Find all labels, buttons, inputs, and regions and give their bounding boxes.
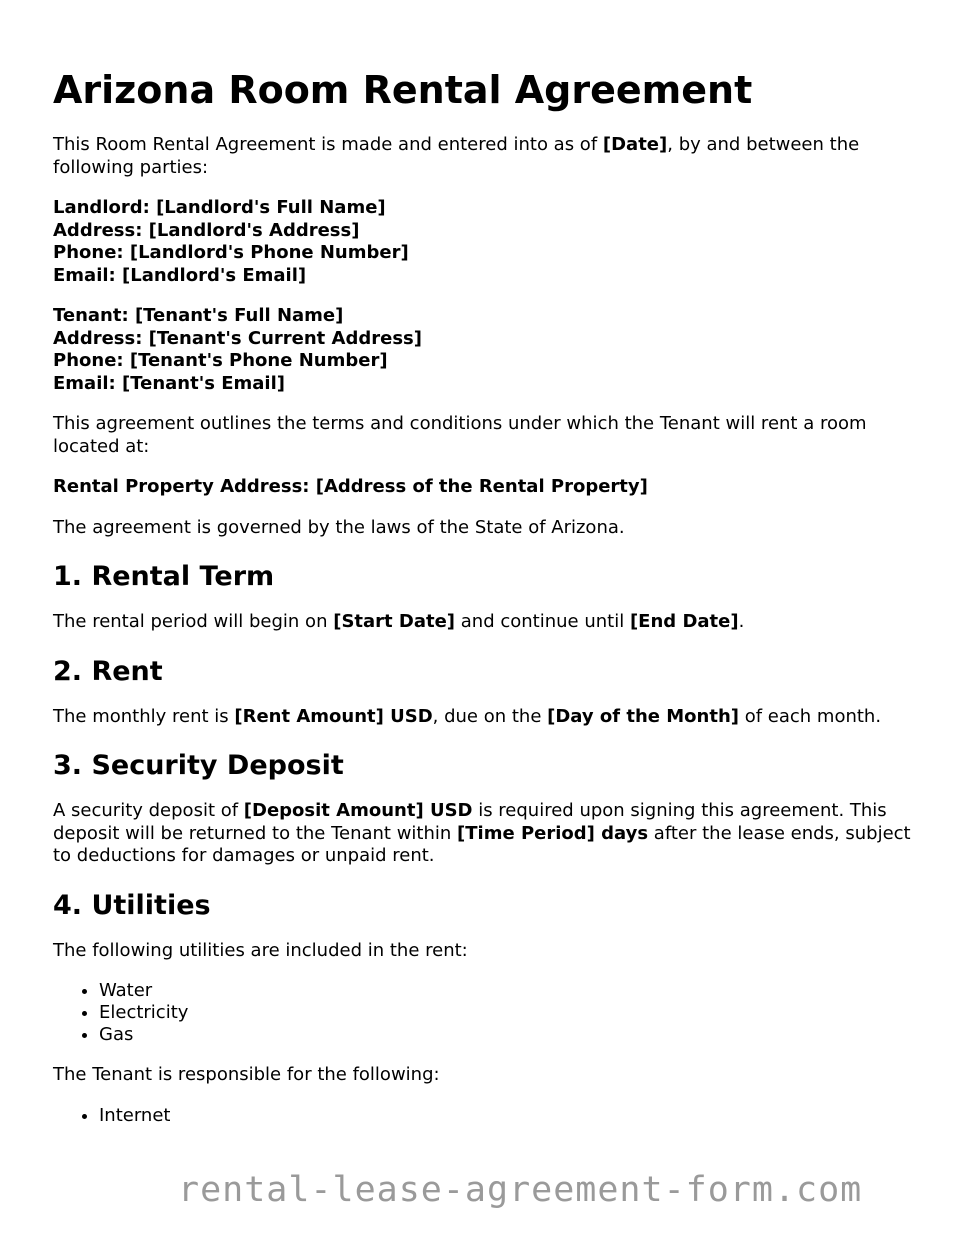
property-address: Rental Property Address: [Address of the Rental Property] [53,476,648,497]
list-item: • Internet [99,1105,913,1127]
intro-text-after: , by and between the following parties: [53,134,860,178]
rent-text-2: , due on the [432,705,548,727]
deposit-text-1: A security deposit of [53,800,244,821]
deposit-text-2: is required upon signing this agreement. This deposit will be returned to the Tenant within [53,800,887,844]
landlord-address: Address: [Landlord's Address] [53,219,360,241]
landlord-block [53,197,913,287]
deposit-text-3: after the lease ends, subject to deductions for damages or unpaid rent. [53,822,911,866]
governing-law-paragraph: The agreement is governed by the laws of the State of Arizona. [53,516,625,538]
tenant-address: Address: [Tenant's Current Address] [53,327,422,349]
landlord-email: Email: [Landlord's Email] [53,264,307,286]
rental-term-text-1: The rental period will begin on [53,611,334,632]
landlord-phone: Phone: [Landlord's Phone Number] [53,242,409,263]
section-heading-utilities: 4. Utilities [53,889,211,921]
rent-text-1: The monthly rent is [53,705,235,727]
list-item: • Electricity [99,1002,913,1024]
list-item: • Gas [99,1024,913,1046]
start-date: [Start Date] [333,611,456,632]
intro-text-before: This Room Rental Agreement is made and entered into as of [53,134,603,155]
rental-term-text-2: and continue until [455,611,630,632]
landlord-name: Landlord: [Landlord's Full Name] [53,197,386,218]
utilities-included-intro: The following utilities are included in the rent: [53,939,468,961]
utilities-included-list [53,980,913,1046]
document-page [53,68,913,1145]
end-date: [End Date] [629,611,739,632]
rent-amount: [Rent Amount] USD [234,705,433,727]
tenant-email: Email: [Tenant's Email] [53,372,285,394]
section-heading-security-deposit: 3. Security Deposit [53,750,344,781]
deposit-amount: [Deposit Amount] USD [243,800,473,821]
tenant-utilities-intro: The Tenant is responsible for the following: [53,1064,440,1085]
rent-paragraph [53,706,913,729]
list-item: • Water [99,980,913,1002]
tenant-name: Tenant: [Tenant's Full Name] [53,305,344,326]
tenant-phone: Phone: [Tenant's Phone Number] [53,350,388,371]
tenant-block [53,305,913,395]
section-heading-rental-term: 1. Rental Term [53,561,275,592]
intro-date: [Date] [602,134,668,155]
document-title: Arizona Room Rental Agreement [53,68,753,112]
rent-due-day: [Day of the Month] [547,705,739,727]
rental-term-text-3: . [738,611,745,632]
rent-text-3: of each month. [739,705,882,727]
outline-paragraph: This agreement outlines the terms and conditions under which the Tenant will rent a room located at: [53,413,867,457]
tenant-utilities-list [53,1105,913,1127]
watermark: rental-lease-agreement-form.com [178,1170,863,1210]
security-deposit-paragraph [53,800,913,868]
intro-paragraph [53,134,913,179]
rental-term-paragraph [53,611,913,634]
deposit-return-period: [Time Period] days [457,822,649,844]
section-heading-rent: 2. Rent [53,655,163,687]
